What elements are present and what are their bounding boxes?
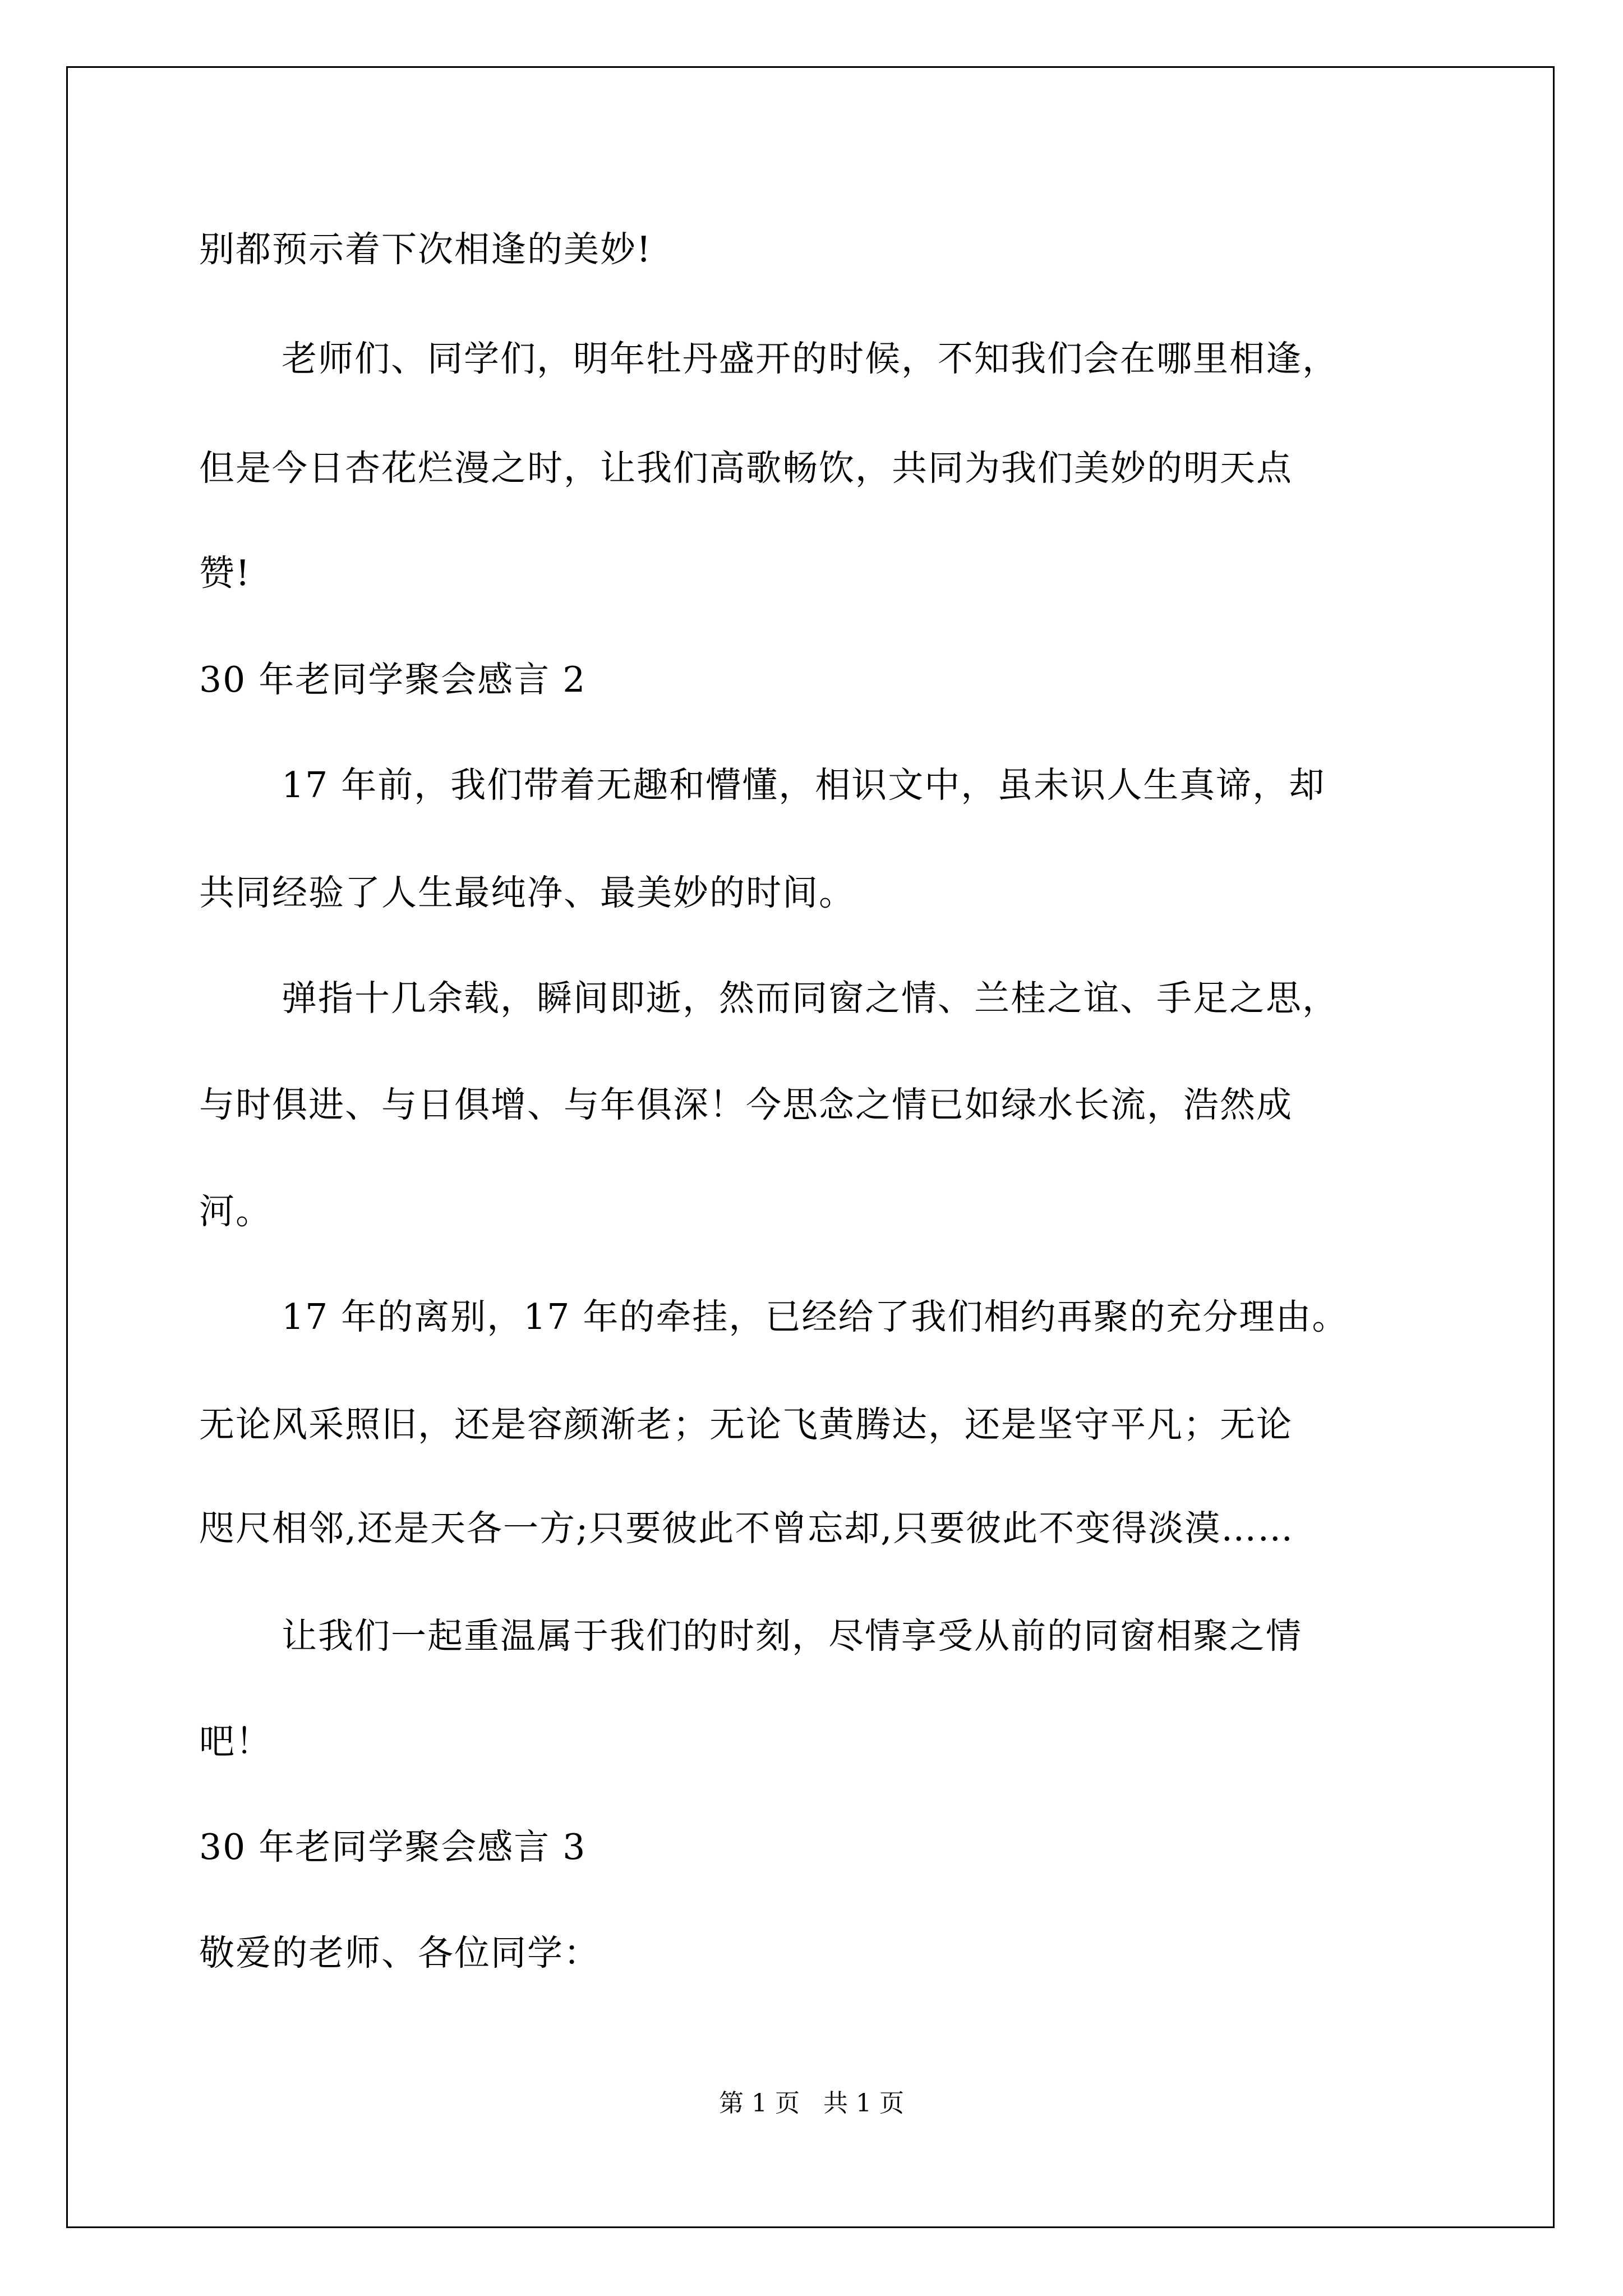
paragraph-line: 河。 bbox=[199, 1191, 272, 1232]
paragraph-line: 17 年前，我们带着无趣和懵懂，相识文中，虽未识人生真谛，却 bbox=[282, 765, 1326, 806]
paragraph-line: 赞! bbox=[199, 553, 251, 593]
page-border bbox=[66, 66, 1555, 2228]
paragraph-line: 老师们、同学们，明年牡丹盛开的时候，不知我们会在哪里相逢， bbox=[282, 338, 1339, 379]
paragraph-line: 无论风采照旧，还是容颜渐老；无论飞黄腾达，还是坚守平凡；无论 bbox=[199, 1404, 1293, 1445]
paragraph-line: 但是今日杏花烂漫之时，让我们高歌畅饮，共同为我们美妙的明天点 bbox=[199, 448, 1293, 489]
paragraph-line: 咫尺相邻,还是天各一方;只要彼此不曾忘却,只要彼此不变得淡漠…… bbox=[199, 1508, 1294, 1549]
paragraph-line: 让我们一起重温属于我们的时刻，尽情享受从前的同窗相聚之情 bbox=[282, 1616, 1302, 1657]
page-footer: 第 1 页 共 1 页 bbox=[719, 2089, 904, 2118]
section-heading: 30 年老同学聚会感言 3 bbox=[199, 1826, 587, 1867]
paragraph-line: 共同经验了人生最纯净、最美妙的时间。 bbox=[199, 872, 855, 913]
paragraph-line: 17 年的离别，17 年的牵挂，已经给了我们相约再聚的充分理由。 bbox=[282, 1296, 1349, 1337]
paragraph-line: 与时俱进、与日俱增、与年俱深！今思念之情已如绿水长流，浩然成 bbox=[199, 1084, 1293, 1125]
paragraph-line: 敬爱的老师、各位同学： bbox=[199, 1932, 600, 1973]
paragraph-line: 别都预示着下次相逢的美妙! bbox=[199, 229, 652, 270]
paragraph-line: 弹指十几余载，瞬间即逝，然而同窗之情、兰桂之谊、手足之思， bbox=[282, 978, 1339, 1019]
section-heading: 30 年老同学聚会感言 2 bbox=[199, 659, 587, 700]
paragraph-line: 吧！ bbox=[199, 1721, 272, 1762]
